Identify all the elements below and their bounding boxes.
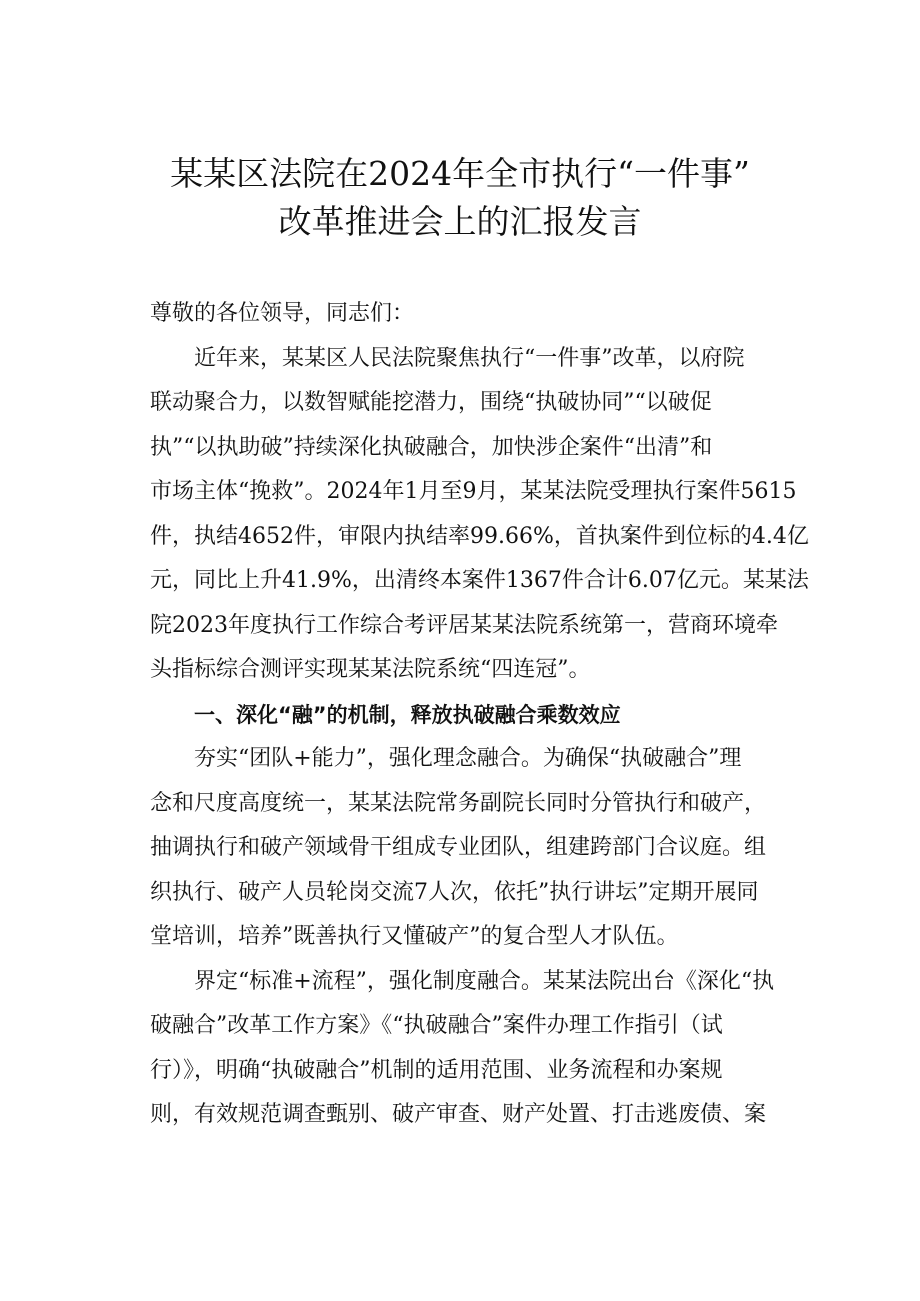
section-heading-1: 一、深化“融”的机制，释放执破融合乘数效应 (194, 702, 621, 727)
intro-line: 元，同比上升41.9%，出清终本案件1367件合计6.07亿元。某某法 (150, 568, 809, 593)
title-line-1: 某某区法院在2024年全市执行“一件事” (170, 154, 750, 193)
title-line-2: 改革推进会上的汇报发言 (278, 202, 642, 241)
standard-line: 行）》，明确“执破融合”机制的适用范围、业务流程和办案规 (150, 1057, 723, 1083)
intro-paragraph (150, 337, 809, 693)
team-line: 念和尺度高度统一，某某法院常务副院长同时分管执行和破产， (150, 790, 767, 816)
intro-line: 近年来，某某区人民法院聚焦执行“一件事”改革，以府院 (194, 345, 745, 371)
intro-line: 市场主体“挽救”。2024年1月至9月，某某法院受理执行案件5615 (150, 479, 797, 504)
salutation: 尊敬的各位领导，同志们： (150, 301, 415, 326)
intro-line: 头指标综合测评实现某某法院系统“四连冠”。 (150, 657, 591, 682)
team-line: 夯实“团队+能力”，强化理念融合。为确保“执破融合”理 (194, 746, 742, 771)
intro-line: 院2023年度执行工作综合考评居某某法院系统第一，营商环境牵 (150, 612, 778, 638)
team-paragraph (150, 737, 800, 960)
standard-line: 界定“标准+流程”，强化制度融合。某某法院出台《深化“执 (194, 968, 775, 994)
standard-line: 则，有效规范调查甄别、破产审查、财产处置、打击逃废债、案 (150, 1102, 767, 1127)
document-body (150, 292, 809, 1138)
document-title (0, 150, 920, 246)
standard-paragraph (150, 960, 800, 1138)
team-line: 堂培训，培养”既善执行又懂破产”的复合型人才队伍。 (150, 924, 679, 949)
team-line: 抽调执行和破产领域骨干组成专业团队，组建跨部门合议庭。组 (150, 835, 767, 860)
standard-line: 破融合”改革工作方案》《“执破融合”案件办理工作指引（试 (150, 1013, 723, 1038)
intro-line: 执”“以执助破”持续深化执破融合，加快涉企案件“出清”和 (150, 434, 713, 460)
team-line: 织执行、破产人员轮岗交流7人次，依托”执行讲坛”定期开展同 (150, 879, 759, 905)
intro-line: 件，执结4652件，审限内执结率99.66%，首执案件到位标的4.4亿 (150, 523, 809, 549)
intro-line: 联动聚合力，以数智赋能挖潜力，围绕“执破协同”“以破促 (150, 390, 712, 415)
